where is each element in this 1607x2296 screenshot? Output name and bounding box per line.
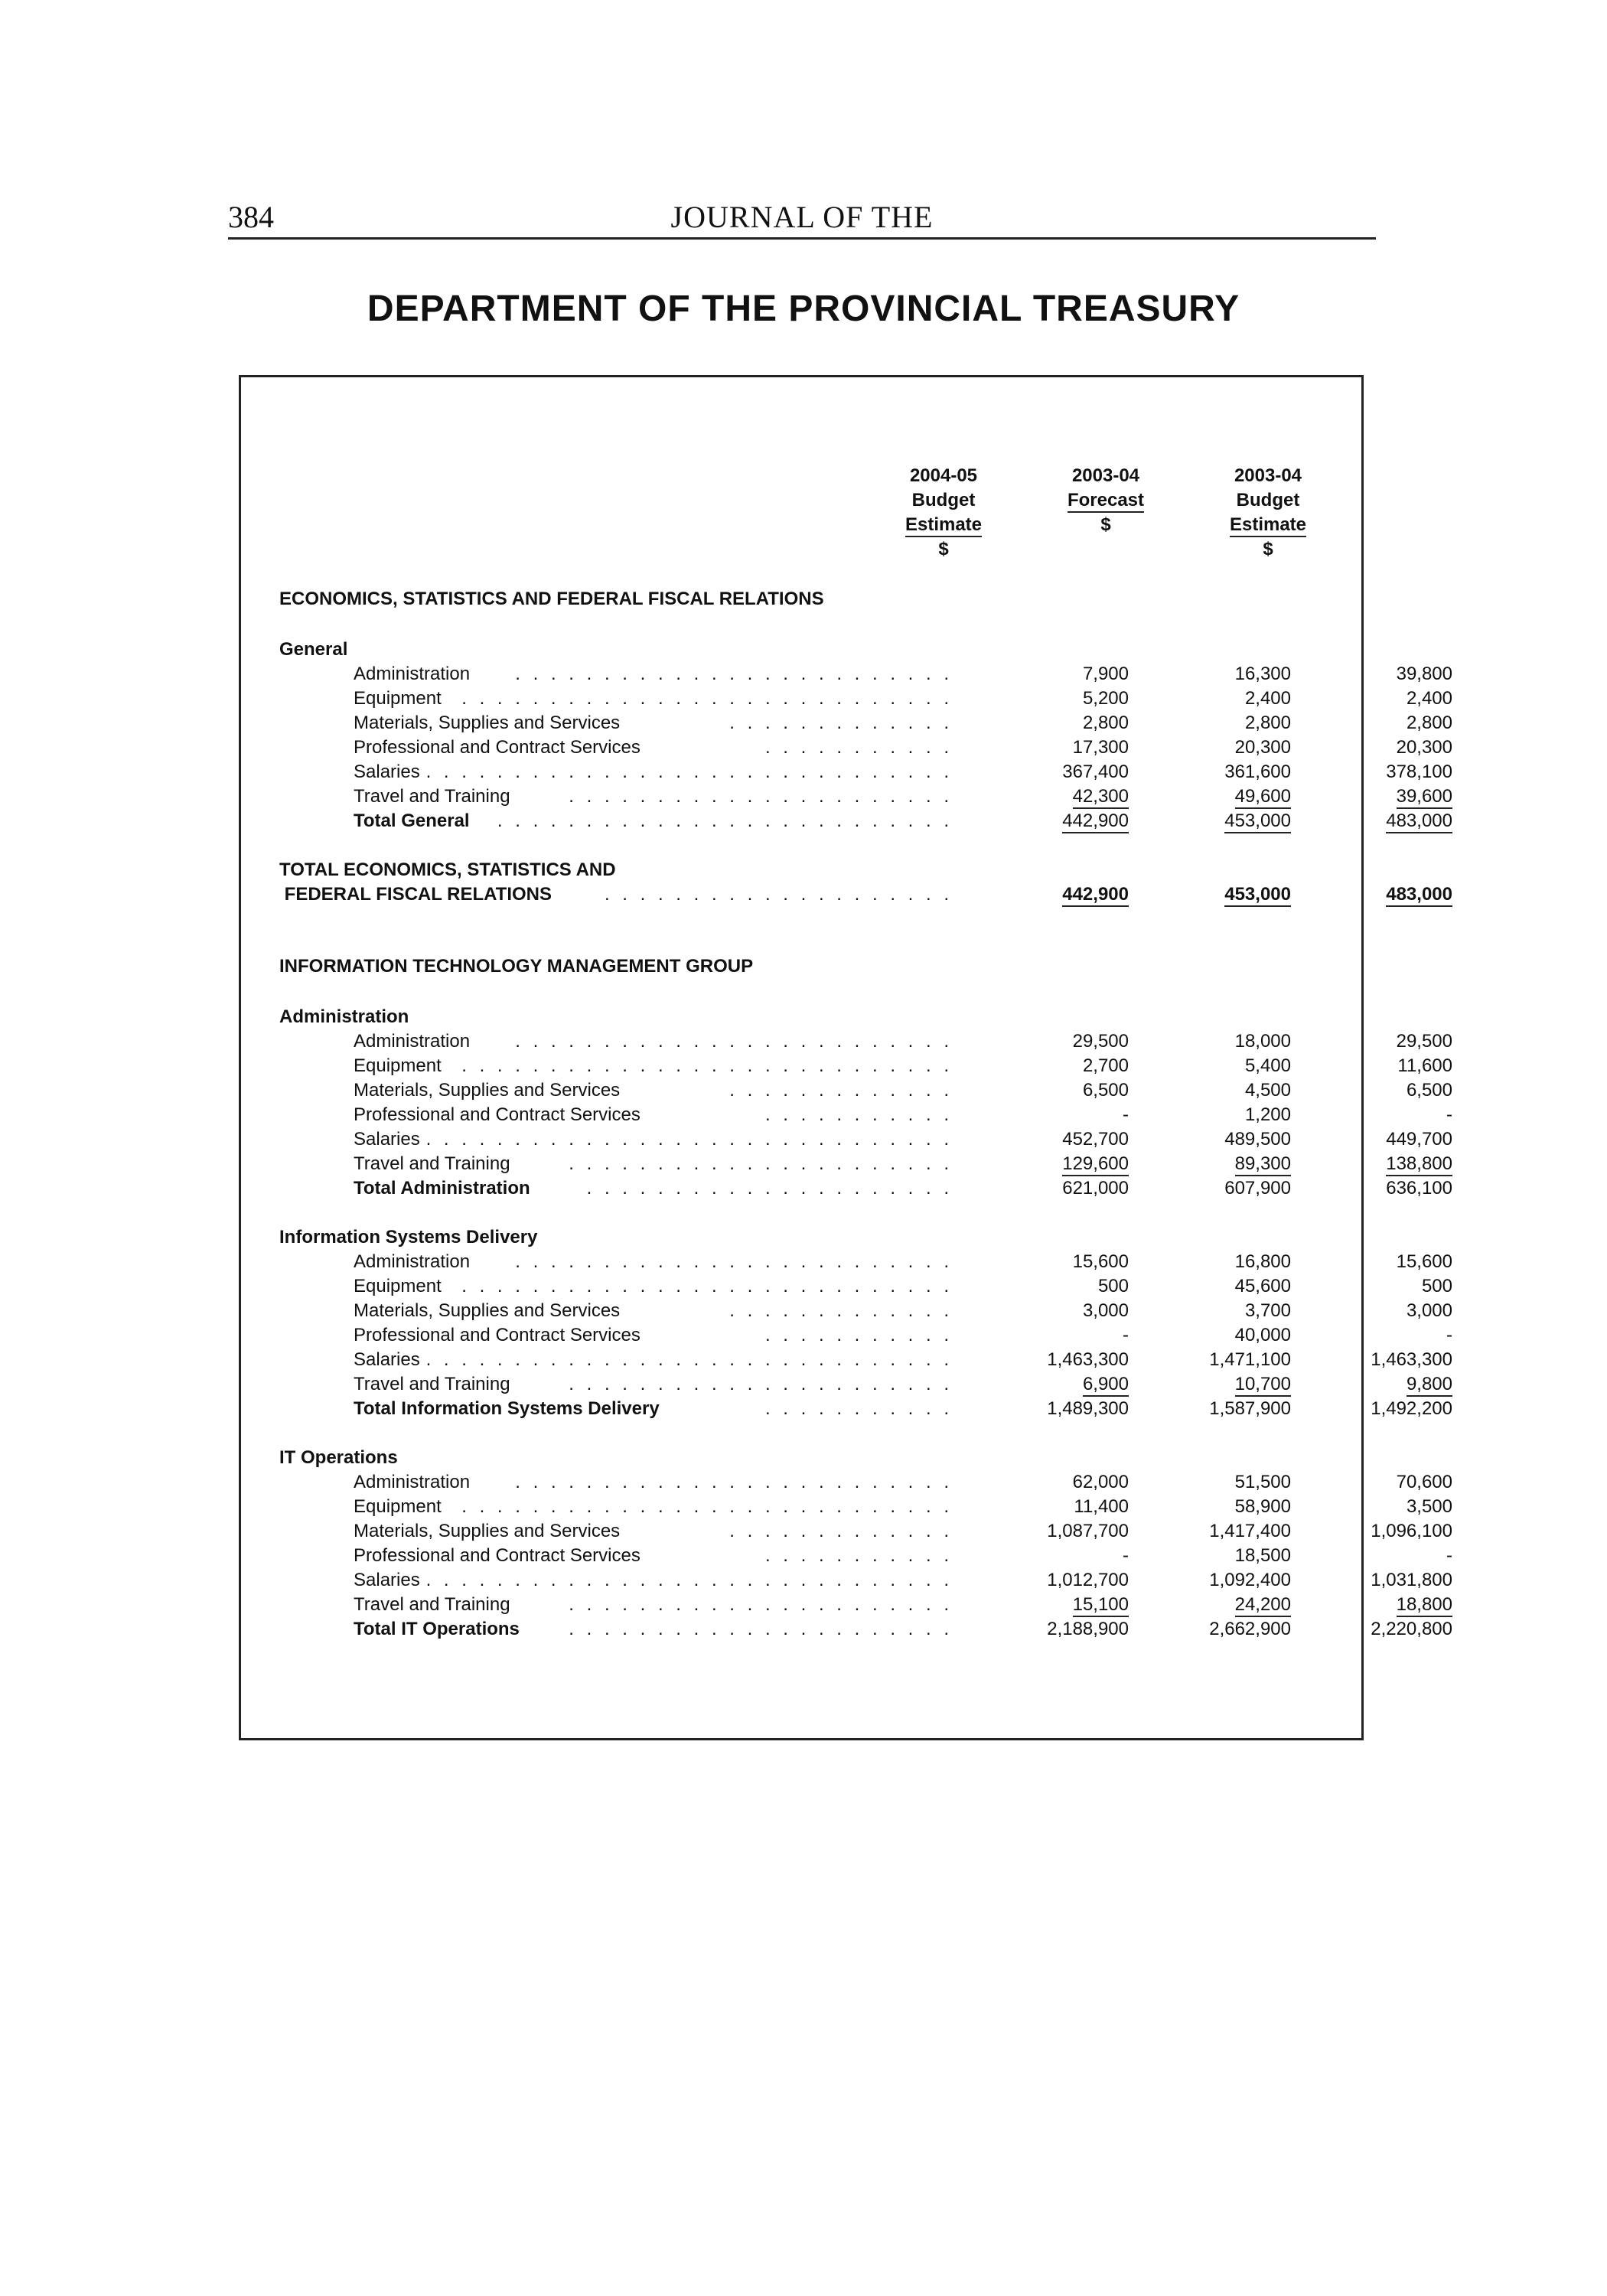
- value-2003-04-forecast: 1,587,900: [1209, 1398, 1291, 1419]
- table-row: [279, 662, 1452, 687]
- value-2003-04-budget: 2,400: [1406, 688, 1452, 709]
- value-2003-04-forecast: 3,700: [1244, 1300, 1291, 1321]
- value-2004-05-budget: 1,489,300: [1047, 1398, 1129, 1419]
- column-heading-line: Estimate: [1230, 514, 1306, 537]
- value-2004-05-budget: 6,900: [1083, 1374, 1129, 1397]
- row-label: Administration: [354, 1472, 471, 1492]
- value-2004-05-budget: 7,900: [1082, 664, 1129, 684]
- total-heading: [279, 858, 1343, 882]
- value-2003-04-budget: -: [1446, 1325, 1452, 1345]
- table-row: [279, 1323, 1452, 1348]
- table-row: [279, 1568, 1452, 1593]
- value-2003-04-budget: 6,500: [1406, 1080, 1452, 1101]
- row-label: Professional and Contract Services: [354, 737, 641, 758]
- subtotal-row: [279, 1617, 1452, 1642]
- value-2004-05-budget: 367,400: [1062, 762, 1129, 782]
- row-label: Materials, Supplies and Services: [354, 1080, 621, 1101]
- row-label: Materials, Supplies and Services: [354, 1300, 621, 1321]
- dot-leader: . . . . . . . . . . . . . . . . . . . . . . . . . . . .: [461, 688, 953, 709]
- value-2003-04-budget: 378,100: [1386, 762, 1452, 782]
- dot-leader: . . . . . . . . . . .: [764, 1398, 953, 1419]
- dot-leader: . . . . . . . . . . . . . . . . . . . . .: [586, 1178, 953, 1199]
- value-2004-05-budget: 2,700: [1082, 1055, 1129, 1076]
- row-label: Administration: [354, 664, 471, 684]
- dot-leader: . . . . . . . . . . . . . . . . . . . . . . . . .: [515, 1031, 953, 1052]
- dot-leader: . . . . . . . . . . . . . . . . . . . . . . . . . . . .: [461, 1276, 953, 1296]
- value-2004-05-budget: 129,600: [1062, 1153, 1129, 1176]
- running-head: [228, 197, 1376, 240]
- value-2003-04-forecast: 453,000: [1224, 884, 1291, 907]
- row-label: Travel and Training: [354, 1374, 510, 1394]
- column-heading-line: 2003-04: [1234, 465, 1302, 486]
- value-2004-05-budget: 442,900: [1062, 884, 1129, 907]
- table-row: [279, 1103, 1452, 1127]
- subsection-heading: [279, 638, 1343, 662]
- dot-leader: . . . . . . . . . . . . . . . . . . . . . . . . . . . . . .: [425, 1570, 953, 1590]
- subsection-heading-label: IT Operations: [279, 1447, 398, 1468]
- subtotal-row: [279, 1397, 1452, 1421]
- value-2003-04-budget: 636,100: [1386, 1178, 1452, 1199]
- value-2003-04-forecast: 607,900: [1224, 1178, 1291, 1199]
- value-2003-04-forecast: 4,500: [1244, 1080, 1291, 1101]
- row-label: Equipment: [354, 1055, 442, 1076]
- value-2003-04-budget: 20,300: [1396, 737, 1452, 758]
- table-row: [279, 1495, 1452, 1519]
- row-label: Salaries: [354, 1349, 420, 1370]
- page-title: DEPARTMENT OF THE PROVINCIAL TREASURY: [367, 289, 1240, 329]
- value-2003-04-budget: 138,800: [1386, 1153, 1452, 1176]
- subtotal-row: [279, 809, 1452, 833]
- value-2003-04-budget: 1,492,200: [1371, 1398, 1452, 1419]
- value-2004-05-budget: -: [1123, 1545, 1129, 1566]
- value-2004-05-budget: 1,012,700: [1047, 1570, 1129, 1590]
- dot-leader: . . . . . . . . . . . . . . . . . . . . . . . . . . . .: [461, 1055, 953, 1076]
- row-label: Total General: [354, 810, 470, 831]
- value-2004-05-budget: 6,500: [1082, 1080, 1129, 1101]
- subsection-heading: [279, 1005, 1343, 1029]
- column-heading-line: $: [1100, 514, 1111, 535]
- table-row: [279, 1299, 1452, 1323]
- value-2003-04-forecast: 5,400: [1244, 1055, 1291, 1076]
- value-2003-04-budget: -: [1446, 1104, 1452, 1125]
- value-2004-05-budget: 29,500: [1072, 1031, 1129, 1052]
- subsection-heading-label: General: [279, 639, 348, 660]
- subsection-heading: [279, 1446, 1343, 1470]
- value-2003-04-forecast: 40,000: [1234, 1325, 1291, 1345]
- dot-leader: . . . . . . . . . . . . . . . . . . . . . . . . . . . . . .: [425, 1129, 953, 1150]
- table-row: [279, 1029, 1452, 1054]
- row-label: Materials, Supplies and Services: [354, 713, 621, 733]
- column-heading-line: Budget: [911, 490, 976, 510]
- subsection-heading-label: Information Systems Delivery: [279, 1227, 538, 1247]
- table-row: [279, 1250, 1452, 1274]
- value-2004-05-budget: 621,000: [1062, 1178, 1129, 1199]
- value-2003-04-budget: 9,800: [1407, 1374, 1452, 1397]
- row-label: TOTAL ECONOMICS, STATISTICS AND: [279, 859, 616, 880]
- value-2004-05-budget: 1,087,700: [1047, 1521, 1129, 1541]
- section-heading: [279, 587, 1343, 612]
- table-row: [279, 784, 1452, 809]
- value-2003-04-forecast: 58,900: [1234, 1496, 1291, 1517]
- dot-leader: . . . . . . . . . . .: [764, 1325, 953, 1345]
- table-row: [279, 711, 1452, 735]
- value-2004-05-budget: 2,188,900: [1047, 1619, 1129, 1639]
- value-2003-04-budget: -: [1446, 1545, 1452, 1566]
- subtotal-row: [279, 1176, 1452, 1201]
- value-2003-04-budget: 15,600: [1396, 1251, 1452, 1272]
- value-2003-04-forecast: 24,200: [1235, 1594, 1291, 1617]
- value-2004-05-budget: 15,600: [1072, 1251, 1129, 1272]
- value-2003-04-budget: 39,600: [1397, 786, 1452, 809]
- dot-leader: . . . . . . . . . . .: [764, 1545, 953, 1566]
- value-2003-04-forecast: 16,800: [1234, 1251, 1291, 1272]
- dot-leader: . . . . . . . . . . . . . . . . . . . . . .: [569, 1153, 953, 1174]
- table-row: [279, 1372, 1452, 1397]
- row-label: Salaries: [354, 762, 420, 782]
- row-label: FEDERAL FISCAL RELATIONS: [279, 884, 553, 905]
- table-row: [279, 1078, 1452, 1103]
- row-label: Equipment: [354, 1496, 442, 1517]
- value-2003-04-forecast: 2,662,900: [1209, 1619, 1291, 1639]
- row-label: Professional and Contract Services: [354, 1545, 641, 1566]
- value-2003-04-budget: 500: [1421, 1276, 1452, 1296]
- value-2004-05-budget: 452,700: [1062, 1129, 1129, 1150]
- value-2004-05-budget: 3,000: [1082, 1300, 1129, 1321]
- value-2003-04-forecast: 51,500: [1234, 1472, 1291, 1492]
- row-label: Professional and Contract Services: [354, 1104, 641, 1125]
- value-2004-05-budget: 42,300: [1073, 786, 1129, 809]
- value-2003-04-forecast: 453,000: [1224, 810, 1291, 833]
- dot-leader: . . . . . . . . . . . . . . . . . . . . . . . . .: [515, 1472, 953, 1492]
- value-2004-05-budget: 2,800: [1082, 713, 1129, 733]
- value-2003-04-budget: 449,700: [1386, 1129, 1452, 1150]
- value-2003-04-forecast: 1,200: [1244, 1104, 1291, 1125]
- journal-title: JOURNAL OF THE: [670, 200, 934, 234]
- row-label: Equipment: [354, 1276, 442, 1296]
- value-2004-05-budget: 15,100: [1073, 1594, 1129, 1617]
- value-2003-04-budget: 3,000: [1406, 1300, 1452, 1321]
- subsection-heading-label: Administration: [279, 1006, 409, 1027]
- dot-leader: . . . . . . . . . . . . .: [729, 1300, 953, 1321]
- subsection-heading: [279, 1225, 1343, 1250]
- value-2003-04-forecast: 1,417,400: [1209, 1521, 1291, 1541]
- value-2003-04-forecast: 1,092,400: [1209, 1570, 1291, 1590]
- dot-leader: . . . . . . . . . . . . .: [729, 1080, 953, 1101]
- section-heading-label: ECONOMICS, STATISTICS AND FEDERAL FISCAL RELATIONS: [279, 589, 824, 609]
- column-heading-line: 2003-04: [1071, 465, 1140, 486]
- dot-leader: . . . . . . . . . . . . . . . . . . . . . . . . .: [515, 664, 953, 684]
- value-2003-04-budget: 1,031,800: [1371, 1570, 1452, 1590]
- value-2004-05-budget: -: [1123, 1325, 1129, 1345]
- value-2003-04-forecast: 20,300: [1234, 737, 1291, 758]
- table-row: [279, 687, 1452, 711]
- value-2004-05-budget: 17,300: [1072, 737, 1129, 758]
- dot-leader: . . . . . . . . . . . . . . . . . . . . . .: [569, 786, 953, 807]
- dot-leader: . . . . . . . . . . .: [764, 1104, 953, 1125]
- value-2003-04-forecast: 18,500: [1234, 1545, 1291, 1566]
- value-2003-04-budget: 2,800: [1406, 713, 1452, 733]
- value-2003-04-forecast: 45,600: [1234, 1276, 1291, 1296]
- value-2003-04-budget: 2,220,800: [1371, 1619, 1452, 1639]
- table-row: [279, 1519, 1452, 1544]
- value-2003-04-forecast: 89,300: [1235, 1153, 1291, 1176]
- dot-leader: . . . . . . . . . . . . . . . . . . . .: [604, 884, 953, 905]
- value-2003-04-budget: 18,800: [1397, 1594, 1452, 1617]
- value-2004-05-budget: 5,200: [1082, 688, 1129, 709]
- column-heading-line: $: [1263, 539, 1273, 559]
- row-label: Salaries: [354, 1129, 420, 1150]
- table-row: [279, 735, 1452, 760]
- column-heading-line: $: [938, 539, 949, 559]
- value-2003-04-forecast: 489,500: [1224, 1129, 1291, 1150]
- value-2004-05-budget: 11,400: [1074, 1496, 1129, 1517]
- column-heading-line: Budget: [1236, 490, 1300, 510]
- value-2003-04-forecast: 361,600: [1224, 762, 1291, 782]
- row-label: Salaries: [354, 1570, 420, 1590]
- dot-leader: . . . . . . . . . . .: [764, 737, 953, 758]
- column-heading-line: Forecast: [1068, 490, 1144, 513]
- row-label: Administration: [354, 1251, 471, 1272]
- row-label: Travel and Training: [354, 1594, 510, 1615]
- dot-leader: . . . . . . . . . . . . . . . . . . . . . . . . . . . . . .: [425, 1349, 953, 1370]
- value-2003-04-budget: 483,000: [1386, 884, 1452, 907]
- value-2004-05-budget: 62,000: [1072, 1472, 1129, 1492]
- value-2003-04-budget: 1,096,100: [1371, 1521, 1452, 1541]
- value-2003-04-budget: 1,463,300: [1371, 1349, 1452, 1370]
- value-2003-04-budget: 11,600: [1397, 1055, 1452, 1076]
- value-2003-04-budget: 70,600: [1396, 1472, 1452, 1492]
- row-label: Materials, Supplies and Services: [354, 1521, 621, 1541]
- value-2004-05-budget: 442,900: [1062, 810, 1129, 833]
- value-2003-04-budget: 39,800: [1396, 664, 1452, 684]
- table-row: [279, 1348, 1452, 1372]
- dot-leader: . . . . . . . . . . . . . . . . . . . . . .: [569, 1374, 953, 1394]
- column-heading-line: 2004-05: [909, 465, 978, 486]
- dot-leader: . . . . . . . . . . . . .: [729, 1521, 953, 1541]
- value-2003-04-forecast: 2,400: [1244, 688, 1291, 709]
- column-heading-3: [1199, 464, 1337, 562]
- table-row: [279, 1054, 1452, 1078]
- page-number: 384: [228, 200, 274, 234]
- dot-leader: . . . . . . . . . . . . . . . . . . . . . . . . .: [515, 1251, 953, 1272]
- value-2003-04-budget: 3,500: [1406, 1496, 1452, 1517]
- value-2003-04-forecast: 2,800: [1244, 713, 1291, 733]
- value-2003-04-forecast: 1,471,100: [1209, 1349, 1291, 1370]
- value-2003-04-forecast: 10,700: [1235, 1374, 1291, 1397]
- section-heading-label: INFORMATION TECHNOLOGY MANAGEMENT GROUP: [279, 956, 754, 977]
- table-row: [279, 1470, 1452, 1495]
- table-row: [279, 1127, 1452, 1152]
- value-2003-04-budget: 483,000: [1386, 810, 1452, 833]
- value-2003-04-forecast: 18,000: [1234, 1031, 1291, 1052]
- table-row: [279, 1152, 1452, 1176]
- table-row: [279, 1593, 1452, 1617]
- table-row: [279, 1274, 1452, 1299]
- dot-leader: . . . . . . . . . . . . . . . . . . . . . . . . . . . . . .: [425, 762, 953, 782]
- value-2003-04-forecast: 49,600: [1235, 786, 1291, 809]
- value-2003-04-budget: 29,500: [1396, 1031, 1452, 1052]
- value-2004-05-budget: 500: [1097, 1276, 1129, 1296]
- row-label: Total Administration: [354, 1178, 530, 1199]
- value-2003-04-forecast: 16,300: [1234, 664, 1291, 684]
- value-2004-05-budget: 1,463,300: [1047, 1349, 1129, 1370]
- grand-total-row: [279, 882, 1452, 907]
- column-heading-line: Estimate: [905, 514, 982, 537]
- table-row: [279, 760, 1452, 784]
- row-label: Travel and Training: [354, 1153, 510, 1174]
- dot-leader: . . . . . . . . . . . . . . . . . . . . . .: [569, 1594, 953, 1615]
- column-heading-2: [1037, 464, 1175, 537]
- dot-leader: . . . . . . . . . . . . . . . . . . . . . . . . . .: [497, 810, 953, 831]
- row-label: Administration: [354, 1031, 471, 1052]
- column-heading-1: [875, 464, 1012, 562]
- row-label: Professional and Contract Services: [354, 1325, 641, 1345]
- dot-leader: . . . . . . . . . . . . . . . . . . . . . .: [569, 1619, 953, 1639]
- dot-leader: . . . . . . . . . . . . . . . . . . . . . . . . . . . .: [461, 1496, 953, 1517]
- value-2004-05-budget: -: [1123, 1104, 1129, 1125]
- row-label: Total Information Systems Delivery: [354, 1398, 660, 1419]
- dot-leader: . . . . . . . . . . . . .: [729, 713, 953, 733]
- row-label: Travel and Training: [354, 786, 510, 807]
- row-label: Equipment: [354, 688, 442, 709]
- section-heading: [279, 954, 1343, 979]
- row-label: Total IT Operations: [354, 1619, 520, 1639]
- table-row: [279, 1544, 1452, 1568]
